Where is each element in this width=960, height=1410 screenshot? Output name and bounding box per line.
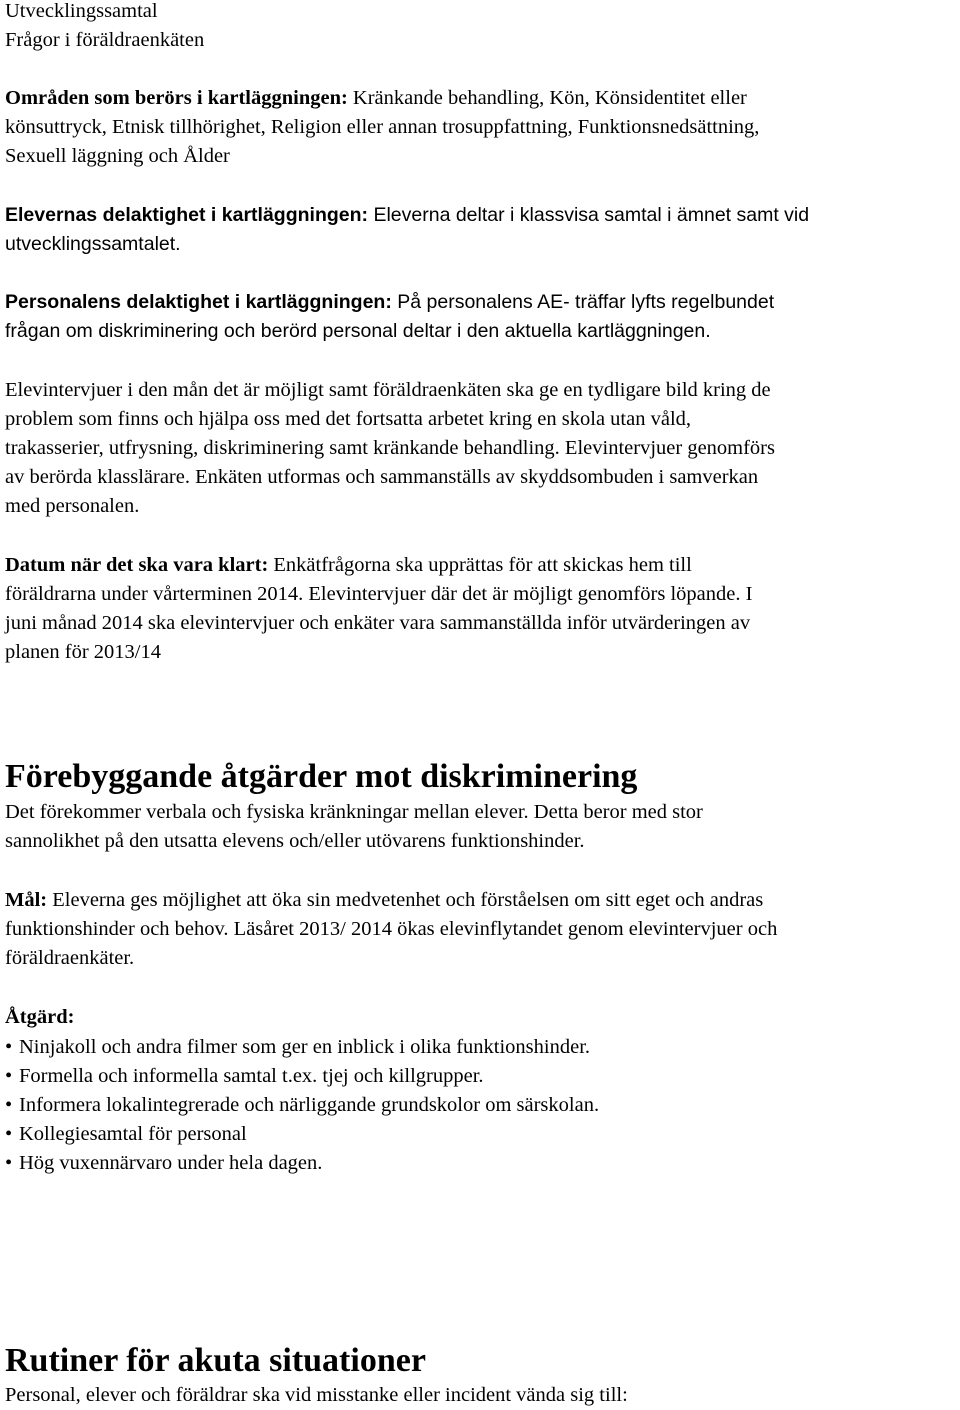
bullet-icon: • xyxy=(5,1152,13,1174)
rutiner-line-1: Personal, elever och föräldrar ska vid misstanke eller incident vända sig till: xyxy=(5,1384,628,1406)
elevintervjuer-line-4: av berörda klasslärare. Enkäten utformas och sammanställs av skyddsombuden i samverkan xyxy=(5,466,759,488)
list-item-text: Ninjakoll och andra filmer som ger en inblick i olika funktionshinder. xyxy=(19,1036,591,1058)
list-item-text: Hög vuxennärvaro under hela dagen. xyxy=(19,1152,323,1174)
datum-line-1 xyxy=(5,551,692,580)
bullet-icon: • xyxy=(5,1094,13,1116)
personalens-line-1 xyxy=(5,288,774,317)
mal-text-1: Eleverna ges möjlighet att öka sin medvetenhet och förståelsen om sitt eget och andras xyxy=(47,889,764,911)
bullet-icon: • xyxy=(5,1036,13,1058)
datum-line-2: föräldrarna under vårterminen 2014. Elevintervjuer där det är möjligt genomförs löpande. I xyxy=(5,583,753,605)
list-item-text: Formella och informella samtal t.ex. tjej och killgrupper. xyxy=(19,1065,484,1087)
list-item xyxy=(5,1120,247,1149)
omraden-text-1: Kränkande behandling, Kön, Könsidentitet eller xyxy=(347,87,747,109)
heading-rutiner: Rutiner för akuta situationer xyxy=(5,1342,426,1379)
omraden-line-3: Sexuell läggning och Ålder xyxy=(5,145,230,167)
elevernas-text-1: Eleverna deltar i klassvisa samtal i ämnet samt vid xyxy=(368,204,810,226)
omraden-line-1 xyxy=(5,84,747,113)
datum-line-3: juni månad 2014 ska elevintervjuer och enkäter vara sammanställda inför utvärderingen av xyxy=(5,612,751,634)
personalens-text-1: På personalens AE- träffar lyfts regelbundet xyxy=(391,291,775,313)
header-title: Utvecklingssamtal xyxy=(5,0,158,22)
datum-line-4: planen för 2013/14 xyxy=(5,641,161,663)
bullet-icon: • xyxy=(5,1123,13,1145)
elevintervjuer-line-3: trakasserier, utfrysning, diskriminering samt kränkande behandling. Elevintervjuer genomförs xyxy=(5,437,775,459)
mal-label: Mål: xyxy=(5,889,48,911)
personalens-line-2: frågan om diskriminering och berörd personal deltar i den aktuella kartläggningen. xyxy=(5,320,711,342)
list-item xyxy=(5,1062,484,1091)
elevintervjuer-line-1: Elevintervjuer i den mån det är möjligt samt föräldraenkäten ska ge en tydligare bild kring de xyxy=(5,379,771,401)
header-subtitle: Frågor i föräldraenkäten xyxy=(5,29,205,51)
list-item xyxy=(5,1149,322,1178)
omraden-label: Områden som berörs i kartläggningen: xyxy=(5,87,348,109)
forebyggande-line-1: Det förekommer verbala och fysiska kränkningar mellan elever. Detta beror med stor xyxy=(5,801,703,823)
elevernas-line-2: utvecklingssamtalet. xyxy=(5,233,181,255)
mal-line-3: föräldraenkäter. xyxy=(5,947,135,969)
datum-label: Datum när det ska vara klart: xyxy=(5,554,269,576)
mal-line-1 xyxy=(5,886,763,915)
elevintervjuer-line-2: problem som finns och hjälpa oss med det fortsatta arbetet kring en skola utan våld, xyxy=(5,408,692,430)
forebyggande-line-2: sannolikhet på den utsatta elevens och/eller utövarens funktionshinder. xyxy=(5,830,585,852)
bullet-icon: • xyxy=(5,1065,13,1087)
elevintervjuer-line-5: med personalen. xyxy=(5,495,140,517)
elevernas-label: Elevernas delaktighet i kartläggningen: xyxy=(5,204,369,226)
list-item-text: Informera lokalintegrerade och närliggande grundskolor om särskolan. xyxy=(19,1094,600,1116)
omraden-line-2: könsuttryck, Etnisk tillhörighet, Religion eller annan trosuppfattning, Funktionsnedsättning, xyxy=(5,116,760,138)
datum-text-1: Enkätfrågorna ska upprättas för att skickas hem till xyxy=(268,554,692,576)
heading-forebyggande: Förebyggande åtgärder mot diskriminering xyxy=(5,758,638,795)
list-item xyxy=(5,1033,590,1062)
list-item xyxy=(5,1091,599,1120)
atgard-label: Åtgärd: xyxy=(5,1006,75,1028)
mal-line-2: funktionshinder och behov. Läsåret 2013/ 2014 ökas elevinflytandet genom elevintervjuer och xyxy=(5,918,778,940)
elevernas-line-1 xyxy=(5,201,809,230)
atgard-label-line xyxy=(5,1003,74,1032)
personalens-label: Personalens delaktighet i kartläggningen: xyxy=(5,291,392,313)
list-item-text: Kollegiesamtal för personal xyxy=(19,1123,247,1145)
